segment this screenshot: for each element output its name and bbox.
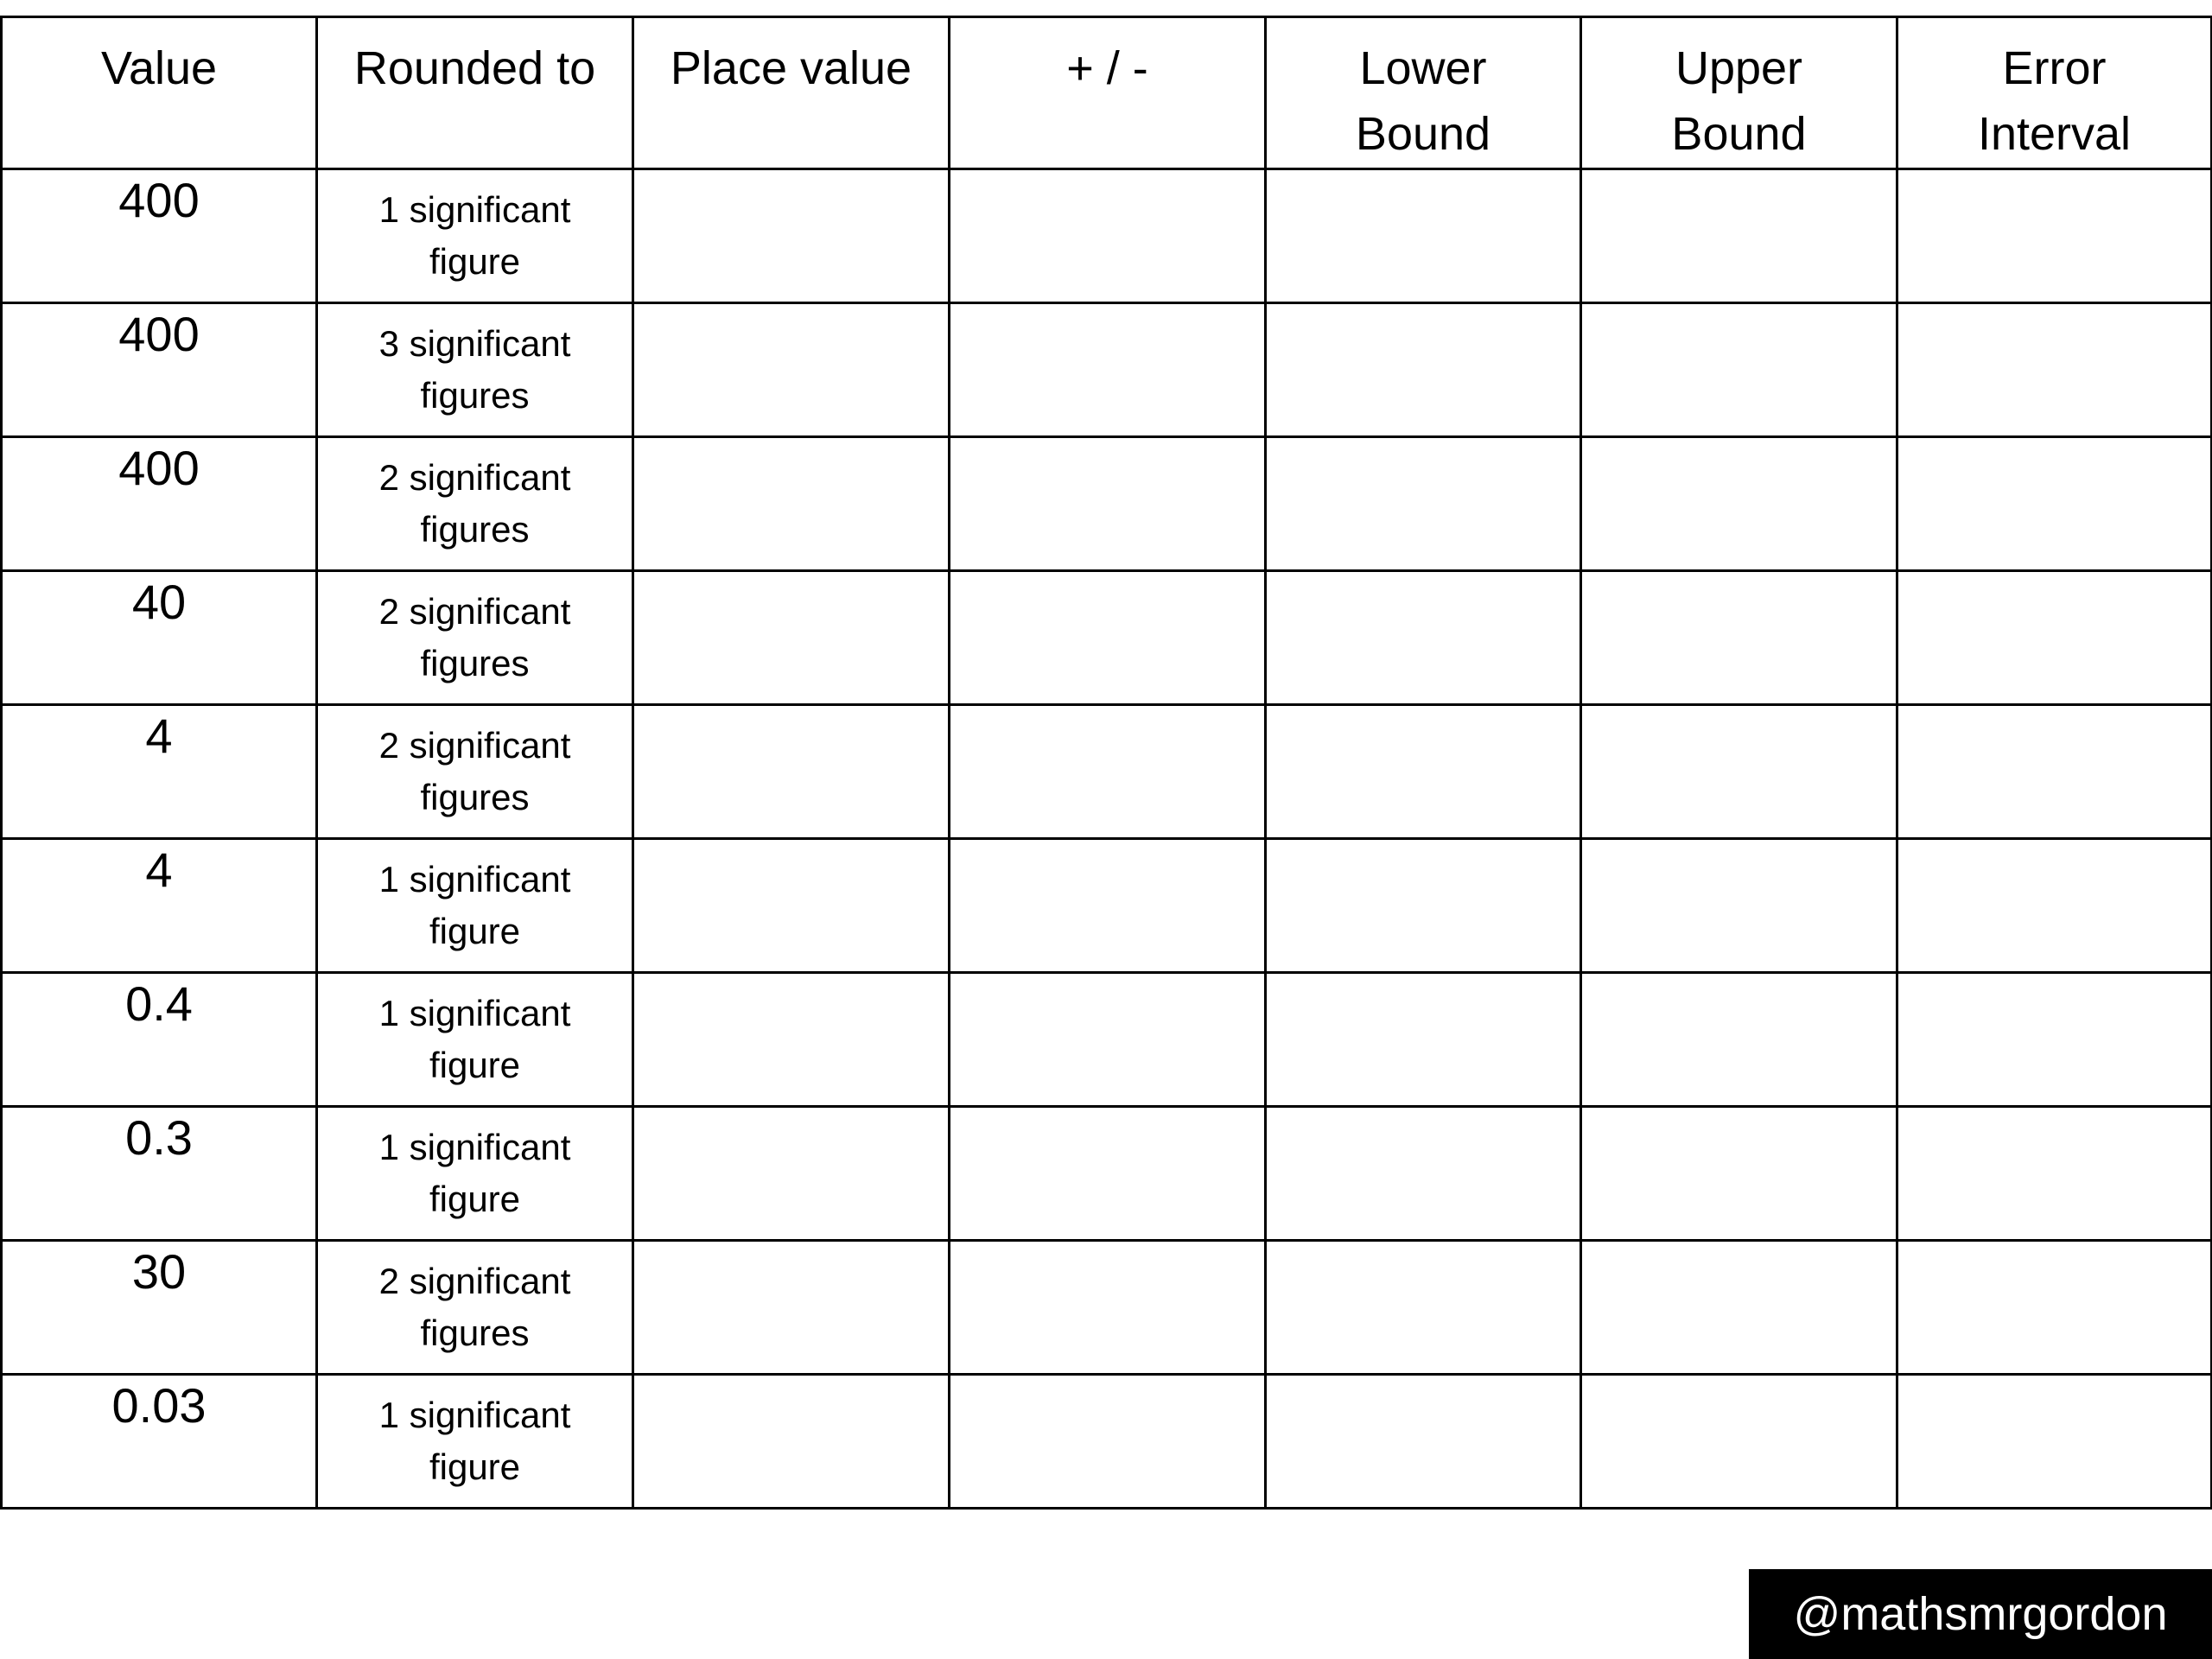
rounded-to-line: 3 significant bbox=[378, 323, 571, 364]
place-value-cell[interactable] bbox=[633, 1241, 950, 1375]
header-value: Value bbox=[2, 17, 317, 169]
place-value-cell[interactable] bbox=[633, 973, 950, 1107]
upper-bound-cell[interactable] bbox=[1581, 169, 1897, 303]
lower-bound-cell[interactable] bbox=[1266, 1241, 1581, 1375]
rounded-to-cell bbox=[317, 169, 633, 303]
rounded-to-line: 2 significant bbox=[378, 1261, 571, 1301]
error-interval-cell[interactable] bbox=[1897, 1375, 2212, 1509]
value-cell: 0.4 bbox=[2, 973, 317, 1107]
header-lower-bound: Lower Bound bbox=[1266, 17, 1581, 169]
place-value-cell[interactable] bbox=[633, 169, 950, 303]
value-cell: 400 bbox=[2, 169, 317, 303]
error-interval-cell[interactable] bbox=[1897, 1241, 2212, 1375]
table-row bbox=[2, 839, 2212, 973]
header-plus-minus: + / - bbox=[950, 17, 1266, 169]
upper-bound-cell[interactable] bbox=[1581, 571, 1897, 705]
rounded-to-line: 2 significant bbox=[378, 591, 571, 632]
rounded-to-cell bbox=[317, 437, 633, 571]
rounded-to-line: figures bbox=[420, 777, 530, 817]
upper-bound-cell[interactable] bbox=[1581, 973, 1897, 1107]
rounded-to-line: 2 significant bbox=[378, 725, 571, 766]
value-cell: 0.03 bbox=[2, 1375, 317, 1509]
plus-minus-cell[interactable] bbox=[950, 1241, 1266, 1375]
place-value-cell[interactable] bbox=[633, 839, 950, 973]
lower-bound-cell[interactable] bbox=[1266, 169, 1581, 303]
table-row bbox=[2, 437, 2212, 571]
rounded-to-line: figure bbox=[429, 241, 521, 282]
rounded-to-line: figures bbox=[420, 375, 530, 416]
error-interval-cell[interactable] bbox=[1897, 169, 2212, 303]
error-interval-cell[interactable] bbox=[1897, 437, 2212, 571]
rounded-to-cell bbox=[317, 1375, 633, 1509]
upper-bound-cell[interactable] bbox=[1581, 303, 1897, 437]
plus-minus-cell[interactable] bbox=[950, 437, 1266, 571]
rounded-to-line: figure bbox=[429, 1179, 521, 1219]
rounded-to-cell bbox=[317, 839, 633, 973]
table-row bbox=[2, 169, 2212, 303]
lower-bound-cell[interactable] bbox=[1266, 705, 1581, 839]
plus-minus-cell[interactable] bbox=[950, 705, 1266, 839]
plus-minus-cell[interactable] bbox=[950, 1375, 1266, 1509]
error-interval-cell[interactable] bbox=[1897, 839, 2212, 973]
rounded-to-line: figures bbox=[420, 643, 530, 683]
rounded-to-cell bbox=[317, 705, 633, 839]
lower-bound-cell[interactable] bbox=[1266, 1107, 1581, 1241]
rounded-to-line: 1 significant bbox=[378, 1127, 571, 1167]
plus-minus-cell[interactable] bbox=[950, 571, 1266, 705]
upper-bound-cell[interactable] bbox=[1581, 839, 1897, 973]
rounded-to-line: figure bbox=[429, 1446, 521, 1487]
place-value-cell[interactable] bbox=[633, 303, 950, 437]
rounded-to-cell bbox=[317, 1241, 633, 1375]
plus-minus-cell[interactable] bbox=[950, 169, 1266, 303]
header-upper-bound: Upper Bound bbox=[1581, 17, 1897, 169]
value-cell: 400 bbox=[2, 437, 317, 571]
value-cell: 4 bbox=[2, 839, 317, 973]
rounded-to-line: 2 significant bbox=[378, 457, 571, 498]
upper-bound-cell[interactable] bbox=[1581, 1107, 1897, 1241]
table-row bbox=[2, 1107, 2212, 1241]
lower-bound-cell[interactable] bbox=[1266, 571, 1581, 705]
table-row bbox=[2, 705, 2212, 839]
place-value-cell[interactable] bbox=[633, 1107, 950, 1241]
header-rounded-to: Rounded to bbox=[317, 17, 633, 169]
error-interval-cell[interactable] bbox=[1897, 1107, 2212, 1241]
rounded-to-cell bbox=[317, 571, 633, 705]
plus-minus-cell[interactable] bbox=[950, 973, 1266, 1107]
plus-minus-cell[interactable] bbox=[950, 839, 1266, 973]
error-interval-cell[interactable] bbox=[1897, 973, 2212, 1107]
rounded-to-line: figure bbox=[429, 911, 521, 951]
place-value-cell[interactable] bbox=[633, 437, 950, 571]
value-cell: 400 bbox=[2, 303, 317, 437]
rounded-to-cell bbox=[317, 1107, 633, 1241]
plus-minus-cell[interactable] bbox=[950, 303, 1266, 437]
place-value-cell[interactable] bbox=[633, 571, 950, 705]
rounded-to-line: 1 significant bbox=[378, 189, 571, 230]
lower-bound-cell[interactable] bbox=[1266, 973, 1581, 1107]
upper-bound-cell[interactable] bbox=[1581, 705, 1897, 839]
upper-bound-cell[interactable] bbox=[1581, 1375, 1897, 1509]
rounded-to-line: figures bbox=[420, 509, 530, 550]
value-cell: 4 bbox=[2, 705, 317, 839]
rounded-to-cell bbox=[317, 303, 633, 437]
lower-bound-cell[interactable] bbox=[1266, 839, 1581, 973]
place-value-cell[interactable] bbox=[633, 1375, 950, 1509]
table-body bbox=[2, 169, 2212, 1509]
table-row bbox=[2, 1375, 2212, 1509]
value-cell: 0.3 bbox=[2, 1107, 317, 1241]
upper-bound-cell[interactable] bbox=[1581, 437, 1897, 571]
rounded-to-line: 1 significant bbox=[378, 1395, 571, 1435]
lower-bound-cell[interactable] bbox=[1266, 303, 1581, 437]
error-interval-cell[interactable] bbox=[1897, 571, 2212, 705]
table-row bbox=[2, 571, 2212, 705]
rounded-to-line: figures bbox=[420, 1313, 530, 1353]
watermark-label: @mathsmrgordon bbox=[1749, 1569, 2212, 1659]
error-interval-cell[interactable] bbox=[1897, 705, 2212, 839]
header-place-value: Place value bbox=[633, 17, 950, 169]
upper-bound-cell[interactable] bbox=[1581, 1241, 1897, 1375]
header-error-interval: Error Interval bbox=[1897, 17, 2212, 169]
table-row bbox=[2, 1241, 2212, 1375]
place-value-cell[interactable] bbox=[633, 705, 950, 839]
value-cell: 40 bbox=[2, 571, 317, 705]
lower-bound-cell[interactable] bbox=[1266, 1375, 1581, 1509]
table-row bbox=[2, 973, 2212, 1107]
rounded-to-cell bbox=[317, 973, 633, 1107]
rounded-to-line: figure bbox=[429, 1045, 521, 1085]
table-row bbox=[2, 303, 2212, 437]
rounded-to-line: 1 significant bbox=[378, 993, 571, 1033]
header-row bbox=[2, 17, 2212, 169]
error-interval-cell[interactable] bbox=[1897, 303, 2212, 437]
lower-bound-cell[interactable] bbox=[1266, 437, 1581, 571]
value-cell: 30 bbox=[2, 1241, 317, 1375]
rounded-to-line: 1 significant bbox=[378, 859, 571, 899]
error-interval-table bbox=[0, 16, 2212, 1510]
plus-minus-cell[interactable] bbox=[950, 1107, 1266, 1241]
